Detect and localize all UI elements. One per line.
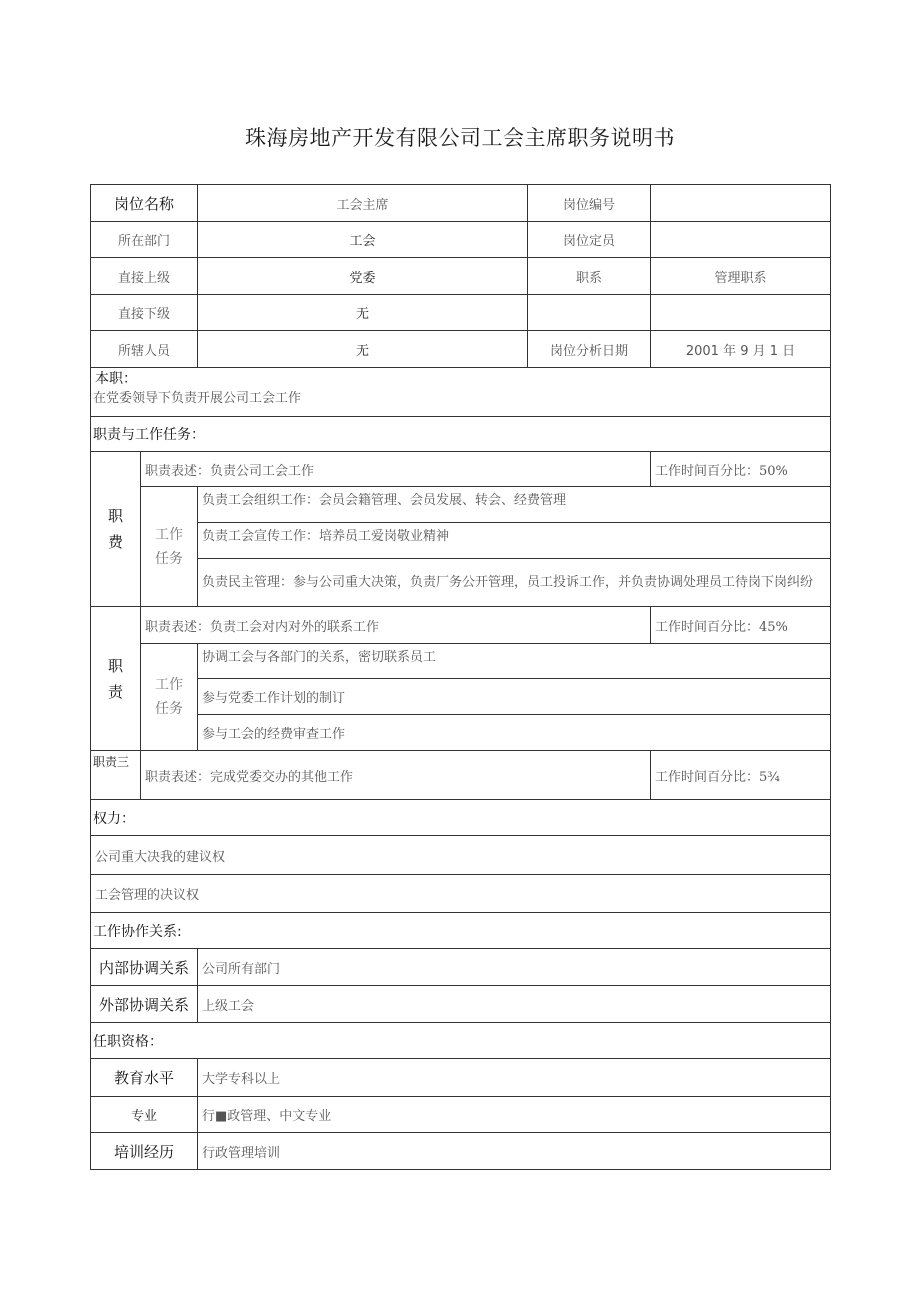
- duty-3-time: 工作时间百分比：5¾: [651, 751, 831, 800]
- form-table: [90, 184, 831, 1170]
- duty-1-task-label: [141, 487, 198, 607]
- row-major: [91, 1097, 831, 1133]
- duty-1-statement-row: [91, 452, 831, 487]
- duty-1-task-3-row: [91, 559, 831, 607]
- headcount-value: [651, 222, 831, 258]
- duty-1-label-top: 职: [107, 507, 123, 525]
- subordinate-label: 直接下级: [91, 295, 198, 331]
- education-value: 大学专科以上: [198, 1059, 831, 1097]
- position-code-value: [651, 185, 831, 222]
- subordinate-value: 无: [198, 295, 528, 331]
- job-family-value: 管理职系: [651, 258, 831, 295]
- duty-2-task-2-row: [91, 679, 831, 715]
- duty-3-row: [91, 751, 831, 800]
- position-code-label: 岗位编号: [528, 185, 651, 222]
- row-duties-heading: [91, 417, 831, 452]
- duty-1-task-1-row: [91, 487, 831, 523]
- duty-3-statement: 职责表述：完成党委交办的其他工作: [141, 751, 651, 800]
- department-value: 工会: [198, 222, 528, 258]
- duty-2-label: [91, 607, 141, 751]
- authority-heading: 权力：: [91, 800, 831, 836]
- core-cell: [91, 368, 831, 417]
- duty-2-time: 工作时间百分比：45%: [651, 607, 831, 644]
- row-internal: [91, 949, 831, 986]
- duty-1-label: [91, 452, 141, 607]
- task-label-line-2: 任务: [155, 550, 183, 567]
- job-family-label: 职系: [528, 258, 651, 295]
- training-value: 行政管理培训: [198, 1133, 831, 1170]
- duty-2-task-2: 参与党委工作计划的制订: [198, 679, 831, 715]
- row-external: [91, 986, 831, 1023]
- duty-2-label-top: 职: [107, 656, 123, 675]
- duty-2-task-3-row: [91, 715, 831, 751]
- duty-2-task-label: [141, 644, 198, 751]
- core-text: 在党委领导下负责开展公司工会工作: [93, 391, 302, 406]
- authority-item-2: 工会管理的决议权: [91, 875, 831, 913]
- training-label: 培训经历: [91, 1133, 198, 1170]
- external-value: 上级工会: [198, 986, 831, 1023]
- major-label: 专业: [91, 1097, 198, 1133]
- row-superior: [91, 258, 831, 295]
- duty-2-task-3: 参与工会的经费审查工作: [198, 715, 831, 751]
- managed-value: 无: [198, 331, 528, 368]
- analysis-date-value: 2001 年 9 月 1 日: [651, 331, 831, 368]
- task-label-line-2: 任务: [155, 701, 183, 717]
- position-name-label: 岗位名称: [91, 185, 198, 222]
- headcount-label: 岗位定员: [528, 222, 651, 258]
- internal-label: 内部协调关系: [91, 949, 198, 986]
- duty-1-statement: 职责表述：负责公司工会工作: [141, 452, 651, 487]
- managed-label: 所辖人员: [91, 331, 198, 368]
- duty-1-task-3: 负责民主管理：参与公司重大决策，负责厂务公开管理，员工投诉工作，并负责协调处理员工待岗下岗纠纷: [198, 559, 831, 607]
- task-label-line-1: 工作: [155, 526, 183, 543]
- duty-1-task-2: 负责工会宣传工作：培养员工爱岗敬业精神: [198, 523, 831, 559]
- duty-2-task-1-row: [91, 644, 831, 679]
- row-education: [91, 1059, 831, 1097]
- duty-2-statement-row: [91, 607, 831, 644]
- row-managed: [91, 331, 831, 368]
- external-label: 外部协调关系: [91, 986, 198, 1023]
- duty-1-label-bottom: 费: [107, 533, 123, 551]
- position-name-value: 工会主席: [198, 185, 528, 222]
- duty-1-time: 工作时间百分比：50%: [651, 452, 831, 487]
- row-position-name: [91, 185, 831, 222]
- duty-3-label: 职责三: [91, 751, 141, 800]
- row-core: [91, 368, 831, 417]
- job-description-form: [90, 184, 830, 1170]
- qualification-heading: 任职资格：: [91, 1023, 831, 1059]
- row-training: [91, 1133, 831, 1170]
- row-cooperation-heading: [91, 913, 831, 949]
- cooperation-heading: 工作协作关系:: [91, 913, 831, 949]
- page-title: 珠海房地产开发有限公司工会主席职务说明书: [245, 126, 675, 150]
- superior-value: 党委: [198, 258, 528, 295]
- duty-1-task-2-row: [91, 523, 831, 559]
- major-value: 行■政管理、中文专业: [198, 1097, 831, 1133]
- internal-value: 公司所有部门: [198, 949, 831, 986]
- duty-2-label-bottom: 责: [107, 682, 123, 701]
- duties-heading: 职责与工作任务：: [91, 417, 831, 452]
- authority-item-1: 公司重大决我的建议权: [91, 836, 831, 875]
- core-heading: 本职：: [95, 371, 137, 387]
- department-label: 所在部门: [91, 222, 198, 258]
- superior-label: 直接上级: [91, 258, 198, 295]
- duty-2-task-1: 协调工会与各部门的关系，密切联系员工: [198, 644, 831, 679]
- duty-1-task-1: 负责工会组织工作：会员会籍管理、会员发展、转会、经费管理: [198, 487, 831, 523]
- authority-item-row: [91, 875, 831, 913]
- authority-item-row: [91, 836, 831, 875]
- row-subordinate: [91, 295, 831, 331]
- row-authority-heading: [91, 800, 831, 836]
- education-label: 教育水平: [91, 1059, 198, 1097]
- analysis-date-label: 岗位分析日期: [528, 331, 651, 368]
- duty-2-statement: 职责表述：负责工会对内对外的联系工作: [141, 607, 651, 644]
- row-qualification-heading: [91, 1023, 831, 1059]
- task-label-line-1: 工作: [155, 677, 183, 693]
- row-department: [91, 222, 831, 258]
